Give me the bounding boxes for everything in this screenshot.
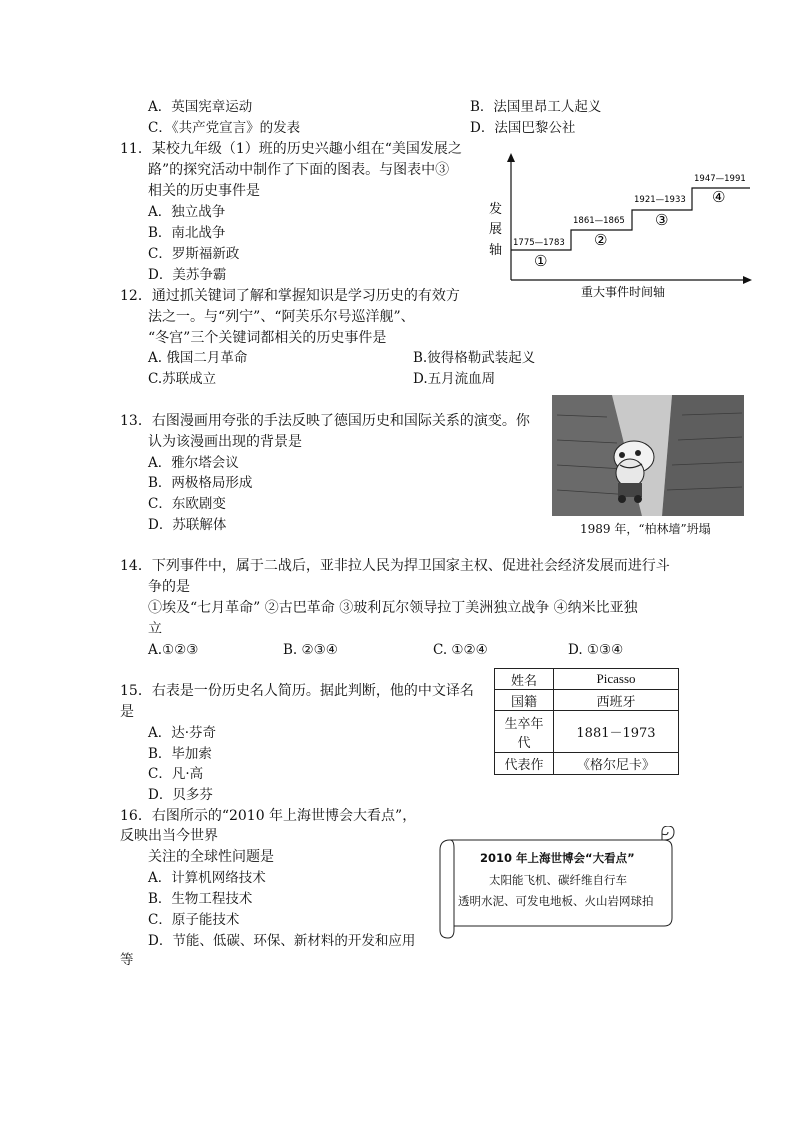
years-key-line2: 代 (517, 735, 531, 751)
name-key: 姓名 (495, 669, 554, 690)
q10-option-b: B．法国里昂工人起义 (470, 99, 602, 115)
q16-option-b: B．生物工程技术 (148, 891, 253, 907)
q14-option-d: D. ①③④ (568, 642, 624, 658)
scroll-line2: 透明水泥、可发电地板、火山岩网球拍 (458, 894, 654, 908)
scroll-top-roll (450, 826, 674, 840)
step-4-period: 1947—1991 (694, 174, 746, 184)
q16-stem-line3: 关注的全球性问题是 (148, 849, 274, 865)
q16-stem-line2: 反映出当今世界 (120, 828, 218, 844)
nationality-key: 国籍 (495, 690, 554, 711)
y-axis-arrow (507, 153, 515, 162)
table-row (495, 753, 679, 775)
q12-option-c: C.苏联成立 (148, 371, 217, 387)
berlin-wall-cartoon (552, 395, 744, 516)
q15-option-a: A．达·芬奇 (148, 725, 217, 741)
q16-option-c: C．原子能技术 (148, 912, 240, 928)
q16-option-d-tail: 等 (120, 952, 134, 968)
q11-stem-line1: 11．某校九年级（1）班的历史兴趣小组在“美国发展之 (120, 141, 462, 157)
q11-stem-line2: 路”的探究活动中制作了下面的图表。与图表中③ (148, 162, 450, 178)
q14-stem-line1: 14．下列事件中，属于二战后，亚非拉人民为捍卫国家主权、促进社会经济发展而进行斗 (120, 558, 670, 574)
q12-option-b: B.彼得格勒武装起义 (413, 350, 536, 366)
q16-option-a: A．计算机网络技术 (148, 870, 266, 886)
q15-stem-line1: 15．右表是一份历史名人简历。据此判断，他的中文译名 (120, 683, 474, 699)
cartoon-caption: 1989 年，“柏林墙”坍塌 (580, 522, 711, 536)
y-axis-label-3: 轴 (489, 243, 503, 258)
q10-option-c: C．《共产党宣言》的发表 (148, 120, 301, 136)
years-key-line1: 生卒年 (504, 716, 544, 732)
q13-stem-line1: 13．右图漫画用夸张的手法反映了德国历史和国际关系的演变。你 (120, 413, 530, 429)
q11-stem-line3: 相关的历史事件是 (148, 183, 260, 199)
work-key: 代表作 (495, 753, 554, 775)
q15-stem-line2: 是 (120, 704, 134, 720)
scroll-left-roll (440, 840, 454, 938)
q14-option-c: C. ①②④ (433, 642, 488, 658)
table-row (495, 711, 679, 753)
q11-option-d: D．美苏争霸 (148, 267, 227, 283)
x-axis-label: 重大事件时间轴 (581, 285, 666, 299)
step-2-marker: ② (594, 231, 608, 249)
q12-stem-line1: 12．通过抓关键词了解和掌握知识是学习历史的有效方 (120, 288, 460, 304)
step-4-marker: ④ (712, 188, 726, 206)
q15-option-c: C．凡·高 (148, 766, 204, 782)
q14-stem-line3: ①埃及“七月革命” ②古巴革命 ③玻利瓦尔领导拉丁美洲独立战争 ④纳米比亚独 (148, 600, 638, 616)
q13-option-d: D．苏联解体 (148, 517, 227, 533)
q11-option-a: A．独立战争 (148, 204, 226, 220)
q15-option-d: D．贝多芬 (148, 787, 213, 803)
years-key (495, 711, 554, 753)
q14-stem-line4: 立 (148, 621, 162, 637)
table-row (495, 669, 679, 690)
q16-option-d: D．节能、低碳、环保、新材料的开发和应用 (148, 933, 416, 949)
table-row (495, 690, 679, 711)
q14-stem-line2: 争的是 (148, 579, 190, 595)
years-value: 1881－1973 (554, 711, 679, 753)
nationality-value: 西班牙 (554, 690, 679, 711)
q12-option-d: D.五月流血周 (413, 371, 496, 387)
q12-option-a: A. 俄国二月革命 (148, 350, 248, 366)
picasso-profile-table (494, 668, 679, 775)
q13-option-b: B．两极格局形成 (148, 475, 253, 491)
name-value: Picasso (554, 669, 679, 690)
q15-option-b: B．毕加索 (148, 746, 212, 762)
q13-stem-line2: 认为该漫画出现的背景是 (148, 434, 302, 450)
scroll-title: 2010 年上海世博会“大看点” (480, 851, 635, 865)
scroll-line1: 太阳能飞机、碳纤维自行车 (489, 873, 627, 887)
q13-option-a: A．雅尔塔会议 (148, 455, 239, 471)
x-axis-arrow (743, 276, 752, 284)
q16-stem-line1: 16．右图所示的“2010 年上海世博会大看点”， (120, 808, 417, 824)
step-1-period: 1775—1783 (513, 238, 565, 248)
q14-option-a: A.①②③ (148, 642, 199, 658)
step-1-marker: ① (534, 252, 548, 270)
q10-option-a: A．英国宪章运动 (148, 99, 253, 115)
q10-option-d: D．法国巴黎公社 (470, 120, 576, 136)
q11-option-c: C．罗斯福新政 (148, 246, 240, 262)
q11-option-b: B．南北战争 (148, 225, 226, 241)
q13-option-c: C．东欧剧变 (148, 496, 226, 512)
q14-option-b: B. ②③④ (283, 642, 338, 658)
work-value: 《格尔尼卡》 (554, 753, 679, 775)
q12-stem-line2: 法之一。与“列宁”、“阿芙乐尔号巡洋舰”、 (148, 309, 415, 325)
development-timeline-chart (480, 150, 758, 300)
step-2-period: 1861—1865 (573, 216, 625, 226)
q12-stem-line3: “冬宫”三个关键词都相关的历史事件是 (148, 330, 387, 346)
y-axis-label-2: 展 (489, 222, 503, 237)
step-3-period: 1921—1933 (634, 195, 686, 205)
y-axis-label-1: 发 (489, 202, 503, 217)
step-3-marker: ③ (655, 211, 669, 229)
